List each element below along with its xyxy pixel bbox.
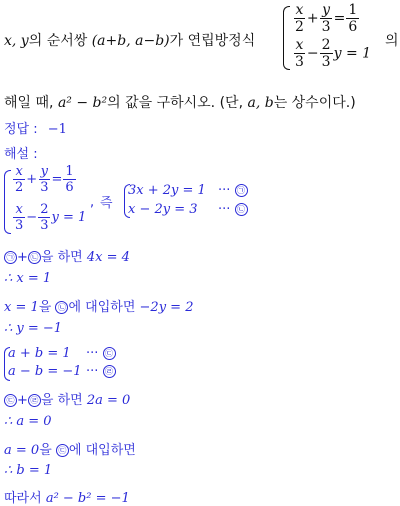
question-trail: 의: [385, 33, 399, 49]
answer-value: −1: [47, 122, 67, 137]
final-line: 따라서 a² − b² = −1: [4, 491, 130, 506]
system-1-tag-1: ··· ㉠: [218, 183, 248, 198]
answer-line: [4, 118, 67, 137]
explanation-comma: ,: [90, 195, 95, 210]
step-2: ∴ x = 1: [4, 271, 52, 286]
explanation-ie: 즉: [100, 196, 113, 211]
explanation-equation-1: $\frac{x}{2}$ + $\frac{y}{3}$ = $\frac{1}{6}$: [15, 164, 74, 195]
explanation-label: 해설 :: [4, 147, 38, 162]
step-8: ∴ b = 1: [4, 463, 53, 478]
system-2-tag-2: ··· ㉣: [86, 364, 116, 379]
system-2-tag-1: ··· ㉢: [86, 346, 116, 361]
explanation-equation-2: $\frac{x}{3}$ − $\frac{2}{3}$ y = 1: [15, 202, 87, 233]
question-line-2: 해일 때, a² − b²의 값을 구하시오. (단, a, b는 상수이다.): [4, 95, 356, 111]
question-vars: x, y: [4, 33, 29, 49]
question-line-1: [4, 30, 255, 50]
question-text-2: 가 연립방정식: [169, 33, 256, 49]
step-1: ㉠ + ㉡ 을 하면 4x = 4: [4, 246, 130, 265]
step-3: x = 1을 ㉡ 에 대입하면 −2y = 2: [4, 300, 194, 315]
system-2-eq-2: a − b = −1: [8, 364, 82, 379]
question-expression: a² − b²: [57, 95, 108, 111]
system-2-eq-1: a + b = 1: [8, 346, 71, 361]
question-pair: (a+b, a−b): [91, 33, 170, 49]
step-5: ㉢ + ㉣ 을 하면 2a = 0: [4, 389, 130, 408]
answer-label: 정답 :: [4, 122, 38, 137]
explanation-brace-1: [4, 170, 11, 234]
system-1-eq-2: x − 2y = 3: [128, 202, 198, 217]
step-7: a = 0을 ㉢ 에 대입하면: [4, 443, 136, 458]
step-6: ∴ a = 0: [4, 414, 52, 429]
system-1-tag-2: ··· ㉡: [218, 202, 248, 217]
question-text: 의 순서쌍: [28, 33, 92, 49]
system-1-eq-1: 3x + 2y = 1: [128, 183, 206, 198]
step-4: ∴ y = −1: [4, 321, 63, 336]
question-equation-1: $\frac{x}{2}$ + $\frac{y}{3}$ = $\frac{1}{6}$: [295, 2, 358, 35]
question-brace: [283, 6, 290, 70]
question-equation-2: $\frac{x}{3}$ − $\frac{2}{3}$ y = 1: [295, 37, 372, 70]
